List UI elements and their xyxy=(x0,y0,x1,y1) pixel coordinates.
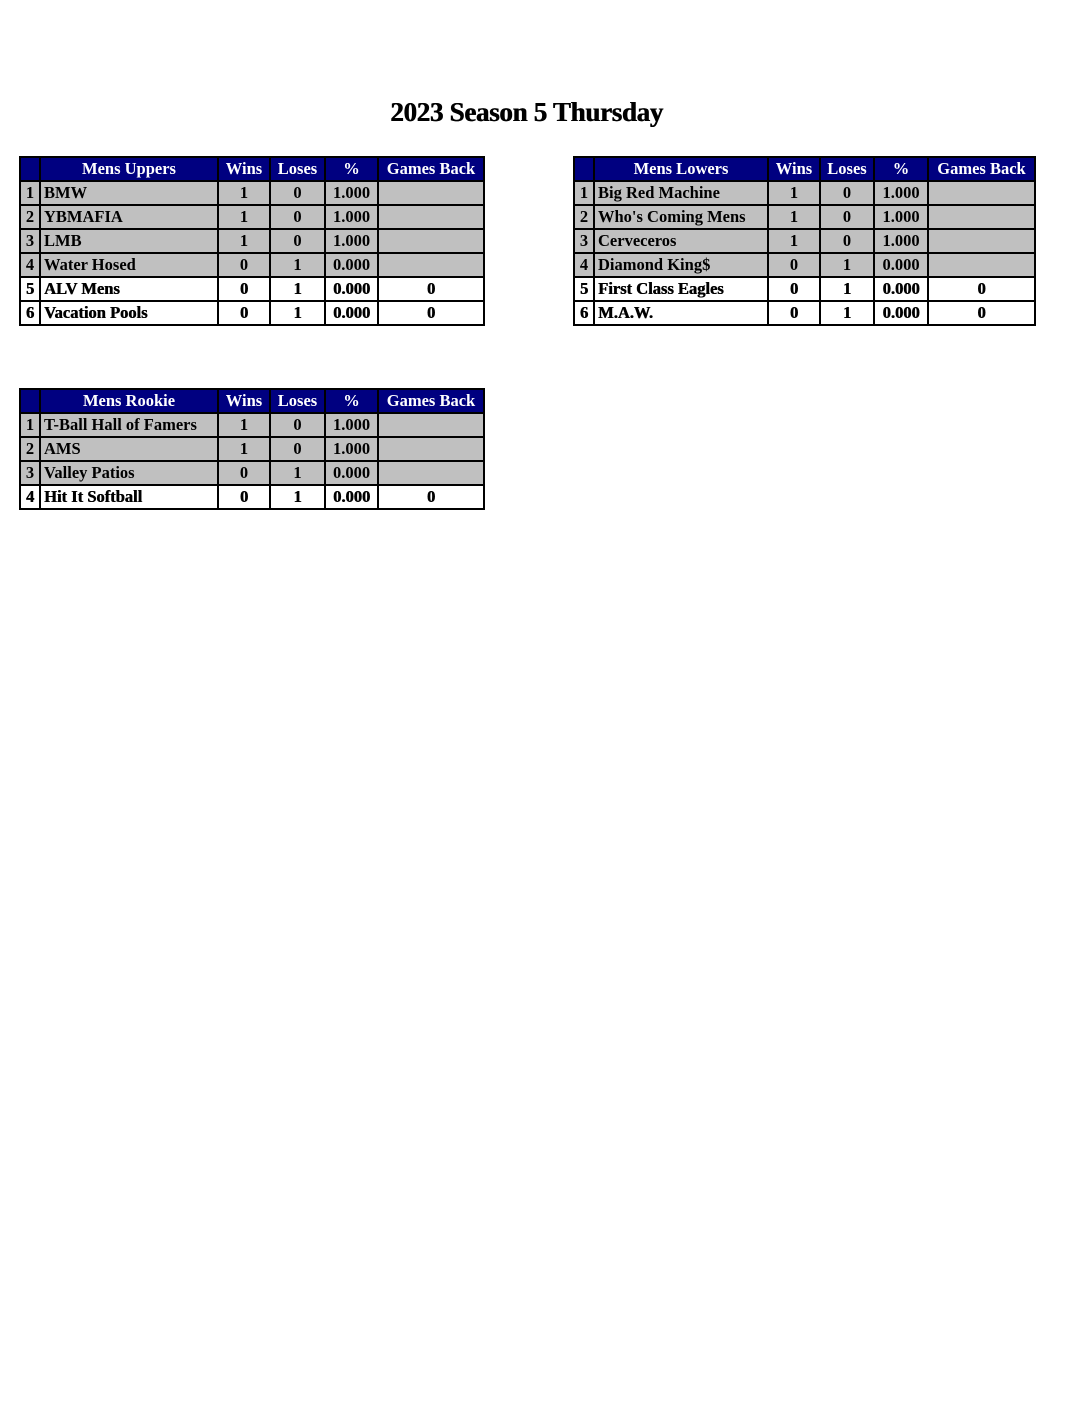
standings-table-mens-rookie xyxy=(19,388,485,510)
pct-cell: 1.000 xyxy=(325,229,378,253)
team-cell: First Class Eagles xyxy=(594,277,768,301)
games-back-cell xyxy=(378,229,484,253)
team-cell: Valley Patios xyxy=(40,461,218,485)
games-back-cell xyxy=(378,437,484,461)
team-cell: LMB xyxy=(40,229,218,253)
wins-cell: 0 xyxy=(218,253,270,277)
pct-cell: 0.000 xyxy=(325,301,378,325)
rank-cell: 2 xyxy=(20,205,40,229)
team-cell: Cerveceros xyxy=(594,229,768,253)
games-back-cell: 0 xyxy=(928,301,1035,325)
loses-cell: 0 xyxy=(820,229,874,253)
loses-cell: 1 xyxy=(820,301,874,325)
table-header-row xyxy=(20,389,484,413)
games-back-cell xyxy=(378,205,484,229)
loses-cell: 1 xyxy=(270,485,325,509)
games-back-cell: 0 xyxy=(928,277,1035,301)
pct-header: % xyxy=(325,389,378,413)
rank-cell: 5 xyxy=(574,277,594,301)
games-back-cell xyxy=(378,181,484,205)
wins-cell: 0 xyxy=(218,461,270,485)
loses-cell: 0 xyxy=(270,181,325,205)
loses-cell: 0 xyxy=(270,205,325,229)
games-back-cell xyxy=(378,253,484,277)
table-row xyxy=(20,253,484,277)
loses-cell: 1 xyxy=(820,277,874,301)
wins-cell: 0 xyxy=(768,301,820,325)
loses-cell: 1 xyxy=(270,461,325,485)
wins-cell: 0 xyxy=(218,277,270,301)
table-row xyxy=(574,229,1035,253)
loses-cell: 0 xyxy=(820,205,874,229)
rank-cell: 4 xyxy=(20,253,40,277)
rank-cell: 1 xyxy=(20,181,40,205)
table-row xyxy=(574,181,1035,205)
team-cell: YBMAFIA xyxy=(40,205,218,229)
rank-cell: 3 xyxy=(574,229,594,253)
division-name: Mens Lowers xyxy=(594,157,768,181)
pct-cell: 1.000 xyxy=(325,181,378,205)
loses-cell: 0 xyxy=(270,437,325,461)
pct-cell: 0.000 xyxy=(874,301,928,325)
loses-cell: 1 xyxy=(270,277,325,301)
table-row xyxy=(574,301,1035,325)
wins-cell: 1 xyxy=(768,229,820,253)
loses-cell: 0 xyxy=(820,181,874,205)
rank-cell: 4 xyxy=(20,485,40,509)
loses-cell: 0 xyxy=(270,413,325,437)
games-back-cell: 0 xyxy=(378,277,484,301)
table-header-row xyxy=(574,157,1035,181)
table-row xyxy=(20,205,484,229)
table-row xyxy=(20,277,484,301)
rank-cell: 2 xyxy=(574,205,594,229)
team-cell: Water Hosed xyxy=(40,253,218,277)
games-back-cell xyxy=(928,205,1035,229)
wins-cell: 1 xyxy=(768,205,820,229)
wins-cell: 1 xyxy=(218,437,270,461)
loses-header: Loses xyxy=(270,389,325,413)
loses-header: Loses xyxy=(270,157,325,181)
games-back-cell xyxy=(378,413,484,437)
team-cell: M.A.W. xyxy=(594,301,768,325)
table-row xyxy=(20,181,484,205)
games-back-header: Games Back xyxy=(378,157,484,181)
pct-header: % xyxy=(874,157,928,181)
games-back-cell: 0 xyxy=(378,485,484,509)
games-back-cell xyxy=(378,461,484,485)
table-row xyxy=(574,253,1035,277)
team-cell: AMS xyxy=(40,437,218,461)
page-title: 2023 Season 5 Thursday xyxy=(390,97,663,127)
rank-header xyxy=(574,157,594,181)
team-cell: Big Red Machine xyxy=(594,181,768,205)
team-cell: Diamond King$ xyxy=(594,253,768,277)
games-back-header: Games Back xyxy=(378,389,484,413)
pct-cell: 0.000 xyxy=(874,253,928,277)
table-row xyxy=(20,461,484,485)
rank-cell: 3 xyxy=(20,229,40,253)
pct-cell: 1.000 xyxy=(874,229,928,253)
wins-cell: 1 xyxy=(218,181,270,205)
games-back-cell xyxy=(928,229,1035,253)
games-back-cell xyxy=(928,181,1035,205)
pct-cell: 0.000 xyxy=(325,461,378,485)
division-name: Mens Uppers xyxy=(40,157,218,181)
loses-cell: 1 xyxy=(270,253,325,277)
table-row xyxy=(574,277,1035,301)
wins-cell: 0 xyxy=(768,253,820,277)
standings-table-mens-uppers xyxy=(19,156,485,326)
wins-cell: 1 xyxy=(768,181,820,205)
wins-cell: 0 xyxy=(218,485,270,509)
games-back-cell: 0 xyxy=(378,301,484,325)
rank-cell: 5 xyxy=(20,277,40,301)
pct-cell: 1.000 xyxy=(325,413,378,437)
loses-cell: 1 xyxy=(270,301,325,325)
table-row xyxy=(20,301,484,325)
team-cell: BMW xyxy=(40,181,218,205)
wins-cell: 1 xyxy=(218,413,270,437)
wins-cell: 1 xyxy=(218,229,270,253)
pct-cell: 0.000 xyxy=(874,277,928,301)
table-row xyxy=(20,229,484,253)
team-cell: Who's Coming Mens xyxy=(594,205,768,229)
team-cell: ALV Mens xyxy=(40,277,218,301)
division-name: Mens Rookie xyxy=(40,389,218,413)
wins-cell: 0 xyxy=(768,277,820,301)
wins-header: Wins xyxy=(218,157,270,181)
wins-header: Wins xyxy=(768,157,820,181)
pct-cell: 0.000 xyxy=(325,277,378,301)
table-row xyxy=(574,205,1035,229)
standings-table-mens-lowers xyxy=(573,156,1036,326)
table-row xyxy=(20,485,484,509)
pct-cell: 1.000 xyxy=(874,181,928,205)
rank-cell: 1 xyxy=(20,413,40,437)
table-header-row xyxy=(20,157,484,181)
wins-cell: 1 xyxy=(218,205,270,229)
team-cell: Hit It Softball xyxy=(40,485,218,509)
table-row xyxy=(20,437,484,461)
pct-cell: 1.000 xyxy=(325,437,378,461)
wins-header: Wins xyxy=(218,389,270,413)
pct-cell: 0.000 xyxy=(325,253,378,277)
rank-cell: 6 xyxy=(20,301,40,325)
team-cell: T-Ball Hall of Famers xyxy=(40,413,218,437)
games-back-cell xyxy=(928,253,1035,277)
table-row xyxy=(20,413,484,437)
wins-cell: 0 xyxy=(218,301,270,325)
rank-cell: 2 xyxy=(20,437,40,461)
pct-header: % xyxy=(325,157,378,181)
rank-cell: 3 xyxy=(20,461,40,485)
loses-header: Loses xyxy=(820,157,874,181)
pct-cell: 1.000 xyxy=(325,205,378,229)
pct-cell: 1.000 xyxy=(874,205,928,229)
team-cell: Vacation Pools xyxy=(40,301,218,325)
pct-cell: 0.000 xyxy=(325,485,378,509)
loses-cell: 1 xyxy=(820,253,874,277)
rank-header xyxy=(20,389,40,413)
rank-cell: 1 xyxy=(574,181,594,205)
games-back-header: Games Back xyxy=(928,157,1035,181)
loses-cell: 0 xyxy=(270,229,325,253)
rank-cell: 4 xyxy=(574,253,594,277)
rank-cell: 6 xyxy=(574,301,594,325)
rank-header xyxy=(20,157,40,181)
